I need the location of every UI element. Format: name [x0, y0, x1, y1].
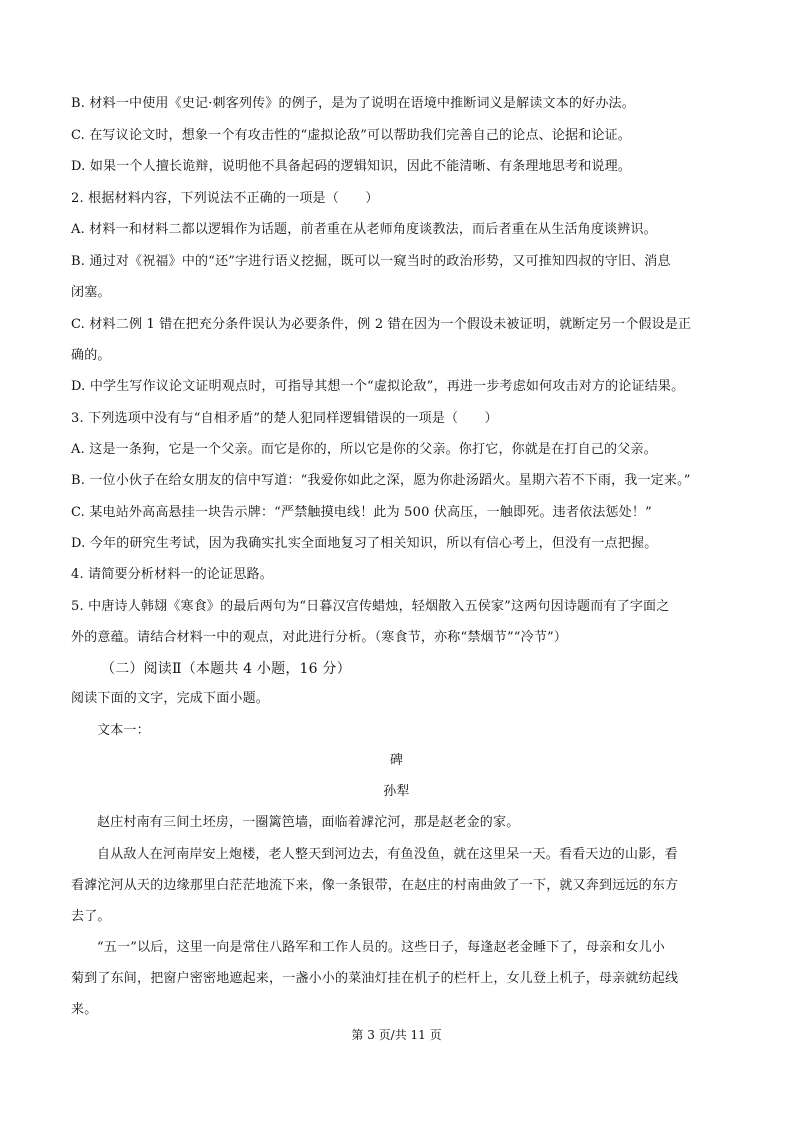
q3-option-a: A. 这是一条狗，它是一个父亲。而它是你的，所以它是你的父亲。你打它，你就是在打自己的父亲。 [71, 442, 657, 457]
q2-option-c: C. 材料二例 1 错在把充分条件误认为必要条件，例 2 错在因为一个假设未被证明，就断定另一个假设是正 [71, 317, 692, 332]
paragraph-3-line: 菊到了东间，把窗户密密地遮起来，一盏小小的菜油灯挂在机子的栏杆上，女儿登上机子，母亲就纺起线 [71, 971, 679, 986]
question-3: 3. 下列选项中没有与“自相矛盾”的楚人犯同样逻辑错误的一项是（ ） [71, 411, 498, 426]
paragraph-2-line: 自从敌人在河南岸安上炮楼，老人整天到河边去，有鱼没鱼，就在这里呆一天。看看天边的山影，看 [97, 847, 678, 862]
q3-option-d: D. 今年的研究生考试，因为我确实扎实全面地复习了相关知识，所以有信心考上，但没有一点把握。 [71, 536, 658, 551]
paragraph-3-line: “五一”以后，这里一向是常住八路军和工作人员的。这些日子，每逢赵老金睡下了，母亲和女儿小 [97, 940, 666, 955]
q2-option-d: D. 中学生写作议论文证明观点时，可指导其想一个“虚拟论敌”，再进一步考虑如何攻击对方的论证结果。 [71, 379, 685, 394]
option-b-line: B. 材料一中使用《史记·刺客列传》的例子，是为了说明在语境中推断词义是解读文本的好办法。 [71, 96, 635, 111]
page-footer: 第 3 页/共 11 页 [351, 1028, 442, 1042]
q2-option-c-cont: 确的。 [71, 348, 111, 363]
instruction: 阅读下面的文字，完成下面小题。 [71, 691, 270, 706]
paragraph-1-line: 赵庄村南有三间土坯房，一圈篱笆墙，面临着滹沱河，那是赵老金的家。 [97, 815, 520, 830]
q3-option-b: B. 一位小伙子在给女朋友的信中写道：“我爱你如此之深，愿为你赴汤蹈火。星期六若不下雨，我一定来。” [71, 473, 691, 488]
q2-option-b-cont: 闭塞。 [71, 285, 111, 300]
q3-option-c: C. 某电站外高高悬挂一块告示牌：“严禁触摸电线！此为 500 伏高压，一触即死。违者依法惩处！” [71, 505, 652, 520]
question-5: 5. 中唐诗人韩翃《寒食》的最后两句为“日暮汉宫传蜡烛，轻烟散入五侯家”这两句因诗题而有了字面之 [71, 599, 670, 614]
question-2: 2. 根据材料内容，下列说法不正确的一项是（ ） [71, 191, 379, 206]
question-5-cont: 外的意蕴。请结合材料一中的观点，对此进行分析。（寒食节，亦称“禁烟节”“冷节”） [71, 630, 568, 645]
poem-title: 碑 [389, 753, 404, 768]
section-heading: （二）阅读Ⅱ（本题共 4 小题，16 分） [101, 661, 351, 677]
author: 孙犁 [383, 784, 410, 799]
option-c-line: C. 在写议论文时，想象一个有攻击性的“虚拟论敌”可以帮助我们完善自己的论点、论据和论证。 [71, 128, 632, 143]
q2-option-a: A. 材料一和材料二都以逻辑作为话题，前者重在从老师角度谈教法，而后者重在从生活角度谈辨识。 [71, 222, 657, 237]
q2-option-b: B. 通过对《祝福》中的“还”字进行语义挖掘，既可以一窥当时的政治形势，又可推知四叔的守旧、消息 [71, 254, 671, 269]
paragraph-2-line: 看滹沱河从天的边缘那里白茫茫地流下来，像一条银带，在赵庄的村南曲敛了一下，就又奔到远远的东方 [71, 878, 679, 893]
paragraph-2-line: 去了。 [71, 909, 111, 924]
paragraph-3-line: 来。 [71, 1002, 98, 1017]
text-label: 文本一： [97, 723, 150, 738]
question-4: 4. 请简要分析材料一的论证思路。 [71, 567, 273, 582]
option-d-line: D. 如果一个人擅长诡辩，说明他不具备起码的逻辑知识，因此不能清晰、有条理地思考和说理。 [71, 159, 632, 174]
